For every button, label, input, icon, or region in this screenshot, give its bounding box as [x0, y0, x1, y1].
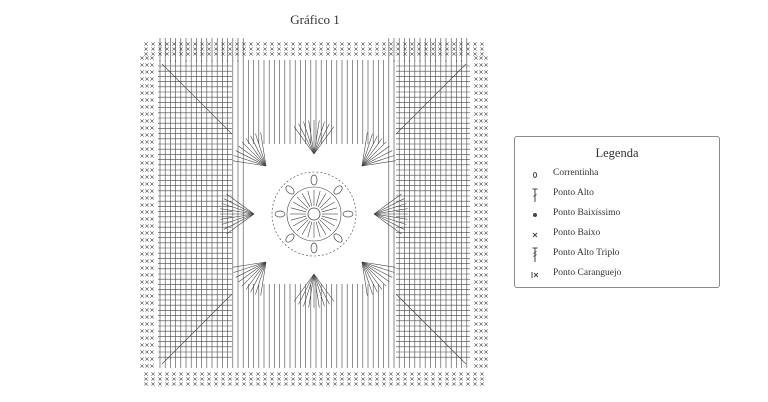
petal-motif [311, 175, 317, 185]
single-crochet-icon [527, 227, 543, 243]
legend-label: Ponto Caranguejo [553, 268, 622, 278]
outer-ring [272, 172, 356, 256]
legend-item-chain [515, 165, 719, 185]
legend-label: Ponto Baixo [553, 228, 601, 238]
legend-item-slip-stitch [515, 205, 719, 225]
legend-item-triple-crochet [515, 245, 719, 265]
petal-motif [284, 232, 295, 243]
legend-label: Ponto Baixíssimo [553, 208, 621, 218]
legend-label: Ponto Alto [553, 188, 594, 198]
petal-motif [311, 243, 317, 253]
stitch-grid [140, 38, 487, 386]
legend-item-double-crochet [515, 185, 719, 205]
crab-stitch-icon [527, 267, 543, 283]
legend-box [514, 136, 720, 288]
petal-motif [284, 184, 295, 195]
petal-motif [332, 184, 343, 195]
slip-stitch-icon [527, 207, 543, 223]
petal-motif [343, 211, 353, 217]
legend-item-single-crochet [515, 225, 719, 245]
crochet-square-diagram [136, 38, 492, 390]
petal-motif [332, 232, 343, 243]
legend-label: Correntinha [553, 168, 599, 178]
chart-title: Gráfico 1 [290, 12, 340, 27]
legend-label: Ponto Alto Triplo [553, 248, 620, 258]
double-crochet-icon [527, 187, 543, 203]
chain-stitch-icon [527, 167, 543, 183]
triple-crochet-icon [527, 247, 543, 263]
legend-item-crab-stitch [515, 265, 719, 285]
petal-motif [275, 211, 285, 217]
legend-title: Legenda [595, 146, 639, 160]
center-ring [308, 208, 320, 220]
